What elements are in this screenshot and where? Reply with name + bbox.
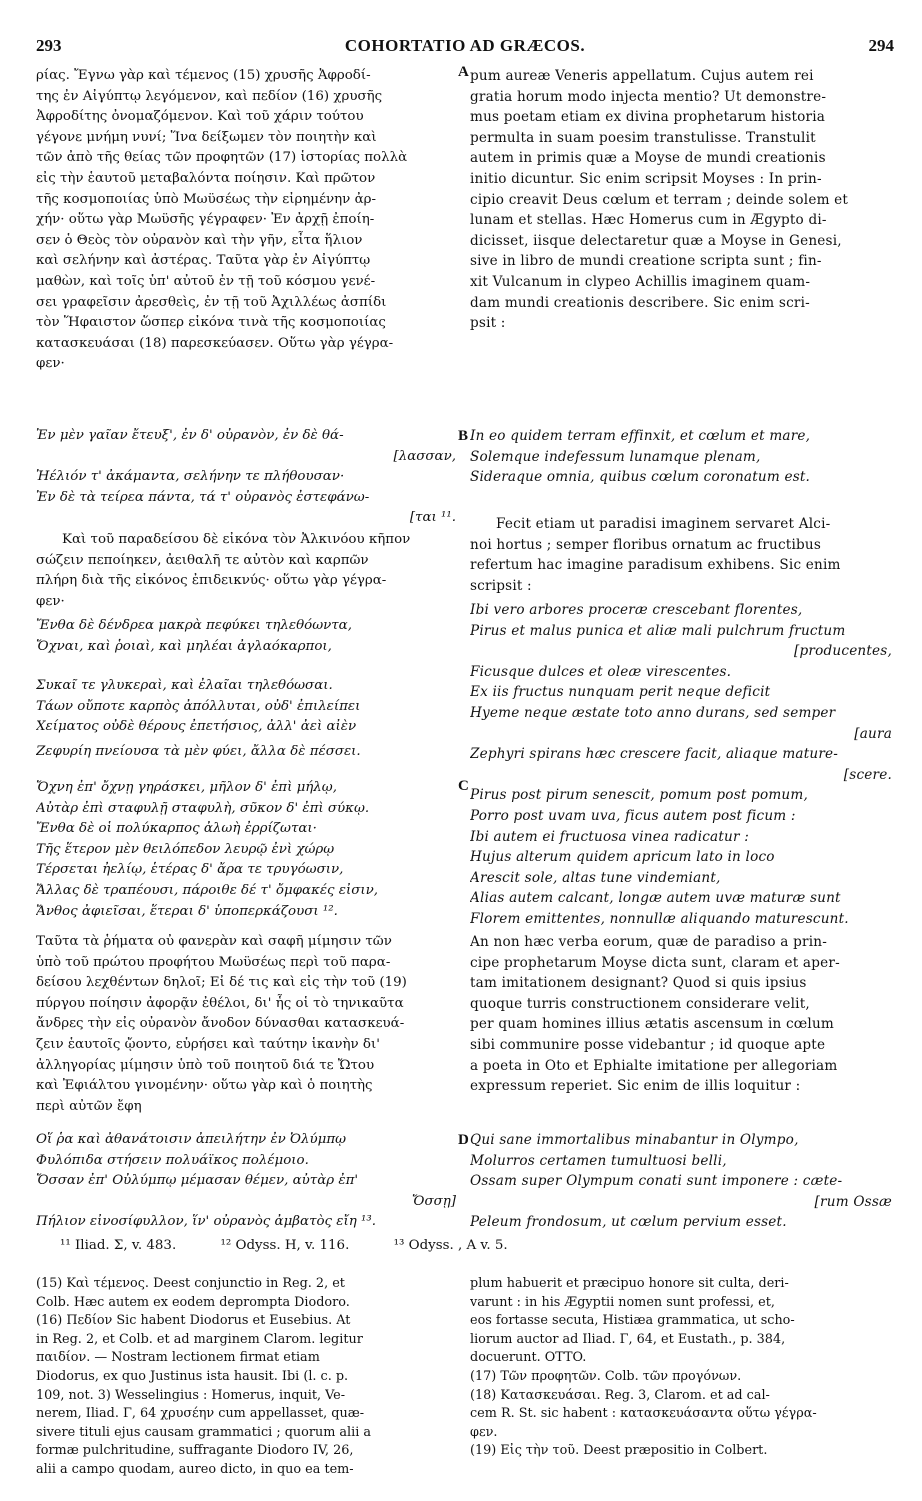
text-line: expressum reperiet. Sic enim de illis loquitur : [470,1078,801,1095]
text-line: Ὄσσῃ] [411,1193,456,1209]
greek-verse-3 [36,1130,456,1233]
text-line: tam imitationem designant? Quod si quis ipsius [470,975,807,992]
text-line: [λασσαν, [393,448,456,464]
text-line: in Reg. 2, et Colb. et ad marginem Clarom. legitur [36,1331,363,1347]
text-line: Fecit etiam ut paradisi imaginem servaret Alci- [496,516,831,532]
text-line: ἄνδρες τὴν εἰς οὐρανὸν ἄνοδον δύνασθαι κατασκευά- [36,1016,405,1032]
text-line: Ibi autem ei fructuosa vinea radicatur : [470,828,749,845]
reference-12: ¹² Odyss. H, v. 116. [220,1238,350,1253]
text-line: refertum hac imagine paradisum exhibens. Sic enim [470,557,841,574]
text-line: κατασκευάσαι (18) παρεσκεύασεν. Οὕτω γὰρ γέγρα- [36,335,394,351]
text-line: Ficusque dulces et oleæ virescentes. [470,663,732,680]
text-line: Ὄχναι, καὶ ῥοιαὶ, καὶ μηλέαι ἀγλαόκαρποι, [36,638,332,654]
greek-paragraph-2 [36,530,456,612]
text-line: καὶ σελήνην καὶ ἀστέρας. Ταῦτα γὰρ ἐν Αἰγύπτῳ [36,253,371,269]
margin-mark-b: B [458,428,469,444]
text-line: Ἔνθα δὲ δένδρεα μακρὰ πεφύκει τηλεθόωντα, [36,618,352,633]
text-line: cipe prophetarum Moyse dicta sunt, claram et aper- [470,954,840,971]
greek-verse-2b [36,676,456,738]
text-line: cipio creavit Deus cœlum et terram ; deinde solem et [470,191,849,208]
text-line: 109, not. 3) Wesselingius : Homerus, inquit, Ve- [36,1387,346,1403]
text-line: σεν ὁ Θεὸς τὸν οὐρανὸν καὶ τὴν γῆν, εἶτα ἥλιον [36,232,363,248]
text-line: docuerunt. OTTO. [470,1350,587,1366]
text-line: Porro post uvam uva, ficus autem post ficum : [470,807,796,824]
text-line: scripsit : [470,577,532,594]
text-line: Hyeme neque æstate toto anno durans, sed semper [470,704,836,721]
text-line: sive in libro de mundi creatione scripta sunt ; fin- [470,253,822,270]
text-line: Pirus et malus punica et aliæ mali pulchrum fructum [470,622,846,639]
text-line: πλήρη διὰ τῆς εἰκόνος ἐπιδεικνύς· οὕτω γὰρ γέγρα- [36,573,387,589]
text-line: Ἀφροδίτης ὀνομαζόμενον. Καὶ τοῦ χάριν τούτου [36,109,364,125]
text-line: παιδίον. — Nostram lectionem firmat etiam [36,1350,320,1366]
text-line: Ibi vero arbores proceræ crescebant florentes, [470,602,803,618]
text-line: per quam homines illius ætatis ascensum in cœlum [470,1016,835,1033]
latin-paragraph-2 [470,514,892,596]
text-line: φεν· [36,593,65,609]
text-line: Molurros certamen tumultuosi belli, [470,1152,727,1169]
text-line: gratia horum modo injecta mentio? Ut demonstre- [470,88,827,105]
text-line: Zephyri spirans hæc crescere facit, aliaque mature- [470,746,839,763]
reference-11: ¹¹ Iliad. Σ, v. 483. [60,1238,177,1253]
text-line: cem R. St. sic habent : κατασκευάσαντα οὕτω γέγρα- [470,1406,817,1422]
text-line: ζειν ἑαυτοῖς ᾤοντο, εὑρήσει καὶ ταύτην ἱκανὴν δι' [36,1036,380,1052]
text-line: ἀλληγορίας μίμησιν ὑπὸ τοῦ ποιητοῦ διά τε Ὤτου [36,1057,375,1073]
latin-verse-1 [470,426,892,488]
text-line: noi hortus ; semper floribus ornatum ac fructibus [470,536,822,553]
latin-verse-3 [470,1130,892,1233]
text-line: Αὐτὰρ ἐπὶ σταφυλῇ σταφυλὴ, σῦκον δ' ἐπὶ σύκῳ. [36,800,370,816]
text-line: lunam et stellas. Hæc Homerus cum in Ægypto di- [470,212,827,229]
text-line: τῆς κοσμοποιίας ὑπὸ Μωϋσέως τὴν εἰρημένην ἀρ- [36,191,377,207]
text-line: Arescit sole, altas tune vindemiant, [470,869,721,886]
text-line: Ἠέλιόν τ' ἀκάμαντα, σελήνην τε πλήθουσαν· [36,469,345,485]
text-line: Ταῦτα τὰ ῥήματα οὐ φανερὰν καὶ σαφῆ μίμησιν τῶν [36,934,392,949]
text-line: autem in primis quæ a Moyse de mundi creationis [470,150,826,167]
text-line: φεν. [470,1424,498,1440]
notes-right-column [470,1275,892,1461]
text-line: plum habuerit et præcipuo honore sit culta, deri- [470,1276,789,1291]
text-line: a poeta in Oto et Ephialte imitatione per allegoriam [470,1057,838,1074]
text-line: Ὄσσαν ἐπ' Οὐλύμπῳ μέμασαν θέμεν, αὐτὰρ ἐπ' [36,1173,359,1189]
greek-verse-2d [36,778,456,922]
text-line: [producentes, [794,643,892,660]
text-line: initio dicuntur. Sic enim scripsit Moyses : In prin- [470,170,822,187]
text-line: Solemque indefessum lunamque plenam, [470,448,761,465]
text-line: quoque turris constructionem considerare velit, [470,995,810,1012]
greek-verse-2c [36,742,456,763]
text-line: dicisset, iisque delectaretur quæ a Moyse in Genesi, [470,232,842,249]
text-line: (16) Πεδίον Sic habent Diodorus et Eusebius. At [36,1313,351,1329]
text-line: σει γραφεῖσιν ἀρεσθεὶς, ἐν τῇ τοῦ Ἀχιλλέως ἀσπίδι [36,294,387,310]
text-line: nerem, Iliad. Γ, 64 χρυσέην cum appellasset, quæ- [36,1406,365,1422]
text-line: dam mundi creationis describere. Sic enim scri- [470,294,810,311]
text-line: εἰς τὴν ἑαυτοῦ μεταβαλόντα ποίησιν. Καὶ πρῶτον [36,170,376,186]
greek-paragraph-3 [36,932,456,1117]
latin-paragraph-3 [470,932,892,1097]
text-line: (19) Εἰς τὴν τοῦ. Deest præpositio in Colbert. [470,1443,768,1459]
text-line: τὸν Ἥφαιστον ὥσπερ εἰκόνα τινὰ τῆς κοσμοποιίας [36,315,386,331]
running-title: COHORTATIO AD GRÆCOS. [344,36,586,55]
text-line: ὑπὸ τοῦ πρώτου προφήτου Μωϋσέως περὶ τοῦ παρα- [36,954,391,970]
text-line: Ἄνθος ἀφιεῖσαι, ἕτεραι δ' ὑποπερκάζουσι ¹². [36,903,338,919]
text-line: πύργου ποίησιν ἀφορᾷν ἐθέλοι, δι' ἧς οἱ τὸ τηνικαῦτα [36,995,404,1011]
text-line: Qui sane immortalibus minabantur in Olympo, [470,1132,799,1148]
text-line: Ἐν μὲν γαῖαν ἔτευξ', ἐν δ' οὐρανὸν, ἐν δὲ θά- [36,428,344,443]
text-line: Συκαῖ τε γλυκεραὶ, καὶ ἐλαῖαι τηλεθόωσαι. [36,678,333,693]
text-line: sivere tituli ejus causam grammatici ; quorum alii a [36,1424,372,1440]
latin-paragraph-1 [470,66,892,334]
text-line: μαθὼν, καὶ τοῖς ὑπ' αὐτοῦ ἐν τῇ τοῦ κόσμου γενέ- [36,273,376,289]
text-line: Οἵ ῥα καὶ ἀθανάτοισιν ἀπειλήτην ἐν Ὀλύμπῳ [36,1132,347,1147]
text-line: varunt : in his Ægyptii nomen sunt professi, et, [470,1294,775,1310]
text-line: Alias autem calcant, longæ autem uvæ maturæ sunt [470,890,841,907]
text-line: ρίας. Ἔγνω γὰρ καὶ τέμενος (15) χρυσῆς Ἀφροδί- [36,68,371,83]
text-line: alii a campo quodam, aureo dicto, in quo ea tem- [36,1461,354,1477]
text-line: [aura [854,725,892,742]
text-line: An non hæc verba eorum, quæ de paradiso a prin- [470,934,828,950]
notes-left-column [36,1275,456,1480]
text-line: γέγονε μνήμη νυνί; Ἵνα δείξωμεν τὸν ποιητὴν καὶ [36,129,377,145]
text-line: [ται ¹¹. [409,510,456,526]
verse-references [60,1238,548,1253]
reference-13: ¹³ Odyss. , A v. 5. [393,1238,508,1253]
text-line: pum aureæ Veneris appellatum. Cujus autem rei [470,68,814,84]
text-line: mus poetam etiam ex divina prophetarum historia [470,109,826,126]
text-line: Ex iis fructus nunquam perit neque deficit [470,684,771,701]
text-line: της ἐν Αἰγύπτῳ λεγόμενον, καὶ πεδίον (16) χρυσῆς [36,88,383,104]
text-line: formæ pulchritudine, suffragante Diodoro IV, 26, [36,1443,354,1459]
text-line: Diodorus, ex quo Justinus ista hausit. Ibi (l. c. p. [36,1368,349,1384]
text-line: Ossam super Olympum conati sunt imponere : cæte- [470,1173,843,1190]
text-line: Καὶ τοῦ παραδείσου δὲ εἰκόνα τὸν Ἀλκινόου κῆπον [62,532,411,547]
text-line: Ἔνθα δὲ οἱ πολύκαρπος ἀλωὴ ἐρρίζωται· [36,821,317,837]
text-line: Χείματος οὐδὲ θέρους ἐπετήσιος, ἀλλ' ἀεὶ αἰὲν [36,719,357,735]
greek-verse-2a [36,616,456,657]
greek-paragraph-1 [36,66,456,375]
text-line: Peleum frondosum, ut cœlum pervium esset. [470,1214,787,1231]
text-line: liorum auctor ad Iliad. Γ, 64, et Eustath., p. 384, [470,1331,786,1347]
text-line: Τέρσεται ἠελίῳ, ἑτέρας δ' ἄρα τε τρυγόωσιν, [36,862,344,878]
text-line: permulta in suam poesim transtulisse. Transtulit [470,129,816,146]
text-line: In eo quidem terram effinxit, et cœlum et mare, [470,428,811,444]
text-line: Ζεφυρίη πνείουσα τὰ μὲν φύει, ἄλλα δὲ πέσσει. [36,744,361,759]
text-line: Hujus alterum quidem apricum lato in loco [470,849,775,866]
text-line: τῶν ἀπὸ τῆς θείας τῶν προφητῶν (17) ἱστορίας πολλὰ [36,150,408,166]
text-line: Ἐν δὲ τὰ τείρεα πάντα, τά τ' οὐρανὸς ἐστεφάνω- [36,489,370,505]
text-line: sibi communire posse videbantur ; id quoque apte [470,1036,826,1053]
greek-verse-1 [36,426,456,529]
text-line: Pirus post pirum senescit, pomum post pomum, [470,787,808,804]
text-line: δείσου λεχθέντων δηλοῖ; Εἰ δέ τις καὶ εἰς τὴν τοῦ (19) [36,975,407,991]
text-line: psit : [470,315,506,332]
text-line: (15) Καὶ τέμενος. Deest conjunctio in Reg. 2, et [36,1276,345,1291]
text-line: xit Vulcanum in clypeo Achillis imaginem quam- [470,273,811,290]
running-header [36,36,894,60]
text-line: σώζειν πεποίηκεν, ἀειθαλῆ τε αὐτὸν καὶ καρπῶν [36,552,369,568]
text-line: [scere. [843,766,892,783]
text-line: Florem emittentes, nonnullæ aliquando maturescunt. [470,910,849,927]
page-number-right: 294 [868,36,894,55]
text-line: Ἄλλας δὲ τραπέουσι, πάροιθε δέ τ' ὄμφακές εἰσιν, [36,882,379,898]
page-number-left: 293 [36,36,62,55]
text-line: Πήλιον εἰνοσίφυλλον, ἵν' οὐρανὸς ἀμβατὸς εἴη ¹³. [36,1214,376,1230]
text-line: Colb. Hæc autem ex eodem deprompta Diodoro. [36,1294,350,1310]
text-line: (17) Τῶν προφητῶν. Colb. τῶν προγόνων. [470,1368,742,1384]
text-line: Τάων οὔποτε καρπὸς ἀπόλλυται, οὐδ' ἐπιλείπει [36,698,361,714]
text-line: (18) Κατασκευάσαι. Reg. 3, Clarom. et ad cal- [470,1387,770,1403]
text-line: Φυλόπιδα στήσειν πολυάϊκος πολέμοιο. [36,1152,309,1168]
text-line: Ὄχνη ἐπ' ὄχνῃ γηράσκει, μῆλον δ' ἐπὶ μήλῳ, [36,780,337,795]
text-line: καὶ Ἐφιάλτου γινομένην· οὕτω γὰρ καὶ ὁ ποιητὴς [36,1078,373,1094]
text-line: eos fortasse secuta, Histiæa grammatica, ut scho- [470,1313,795,1329]
text-line: Sideraque omnia, quibus cœlum coronatum est. [470,469,811,486]
margin-mark-a: A [458,64,469,80]
text-line: [rum Ossæ [814,1193,892,1210]
text-line: φεν· [36,356,65,372]
text-line: περὶ αὐτῶν ἔφη [36,1098,142,1114]
margin-mark-c: C [458,778,469,794]
margin-mark-d: D [458,1132,469,1148]
text-line: Τῆς ἕτερον μὲν θειλόπεδον λευρῷ ἐνὶ χώρῳ [36,841,335,857]
latin-verse-2 [470,600,892,930]
text-line: χήν· οὕτω γὰρ Μωϋσῆς γέγραφεν· Ἐν ἀρχῇ ἐποίη- [36,212,375,228]
